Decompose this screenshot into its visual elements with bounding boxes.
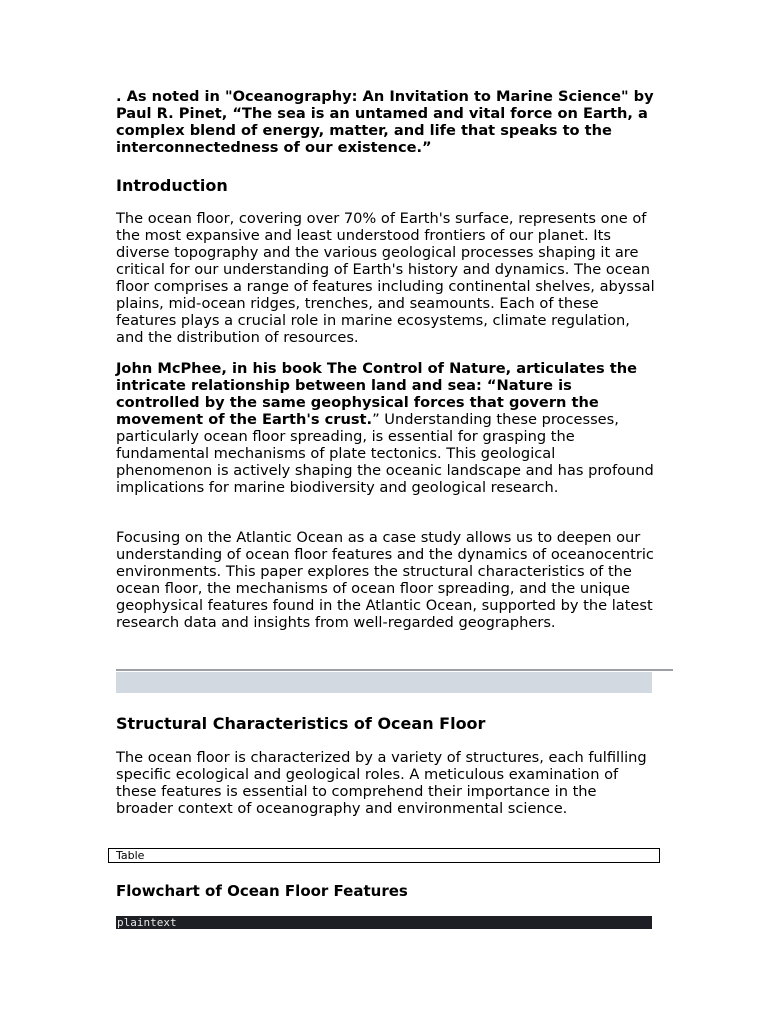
introduction-paragraph-3: Focusing on the Atlantic Ocean as a case study allows us to deepen our understanding of ocean floor features and the dynamics of oceanocentric environments. This paper explores the structural characteristics of the ocean floor, the mechanisms of ocean floor spreading, and the unique geophysical features found in the Atlantic Ocean, supported by the latest research data and insights from well-regarded geographers. [116, 529, 654, 631]
code-language-label: plaintext [117, 916, 177, 929]
introduction-paragraph-2-rest: ” Understanding these processes, particularly ocean floor spreading, is essential for grasping the fundamental mechanisms of plate tectonics. This geological phenomenon is actively shaping the oceanic landscape and has profound implications for marine biodiversity and geological research. [116, 411, 654, 496]
mcphee-quote: John McPhee, in his book The Control of Nature, articulates the intricate relationship between land and sea: “Nature is controlled by the same geophysical forces that govern the movement of the Earth's crust. [116, 360, 638, 428]
flowchart-heading: Flowchart of Ocean Floor Features [116, 882, 408, 900]
introduction-paragraph-1: The ocean floor, covering over 70% of Earth's surface, represents one of the most expansive and least understood frontiers of our planet. Its diverse topography and the various geological processes shaping it are critical for our understanding of Earth's history and dynamics. The ocean floor comprises a range of features including continental shelves, abyssal plains, mid-ocean ridges, trenches, and seamounts. Each of these features plays a crucial role in marine ecosystems, climate regulation, and the distribution of resources. [116, 210, 655, 346]
section-band [116, 672, 652, 693]
opening-quote: . As noted in "Oceanography: An Invitation to Marine Science" by Paul R. Pinet, “The sea is an untamed and vital force on Earth, a complex blend of energy, matter, and life that speaks to the interconnectedness of our existence.” [116, 88, 654, 156]
table-placeholder[interactable] [108, 848, 660, 863]
section-divider [116, 669, 673, 671]
structural-paragraph: The ocean floor is characterized by a variety of structures, each fulfilling specific ecological and geological roles. A meticulous examination of these features is essential to comprehend their importance in the broader context of oceanography and environmental science. [116, 749, 647, 817]
structural-heading: Structural Characteristics of Ocean Floor [116, 714, 486, 733]
introduction-paragraph-2 [116, 360, 656, 496]
code-block[interactable] [116, 916, 652, 929]
introduction-heading: Introduction [116, 176, 228, 195]
table-label: Table [116, 849, 145, 862]
